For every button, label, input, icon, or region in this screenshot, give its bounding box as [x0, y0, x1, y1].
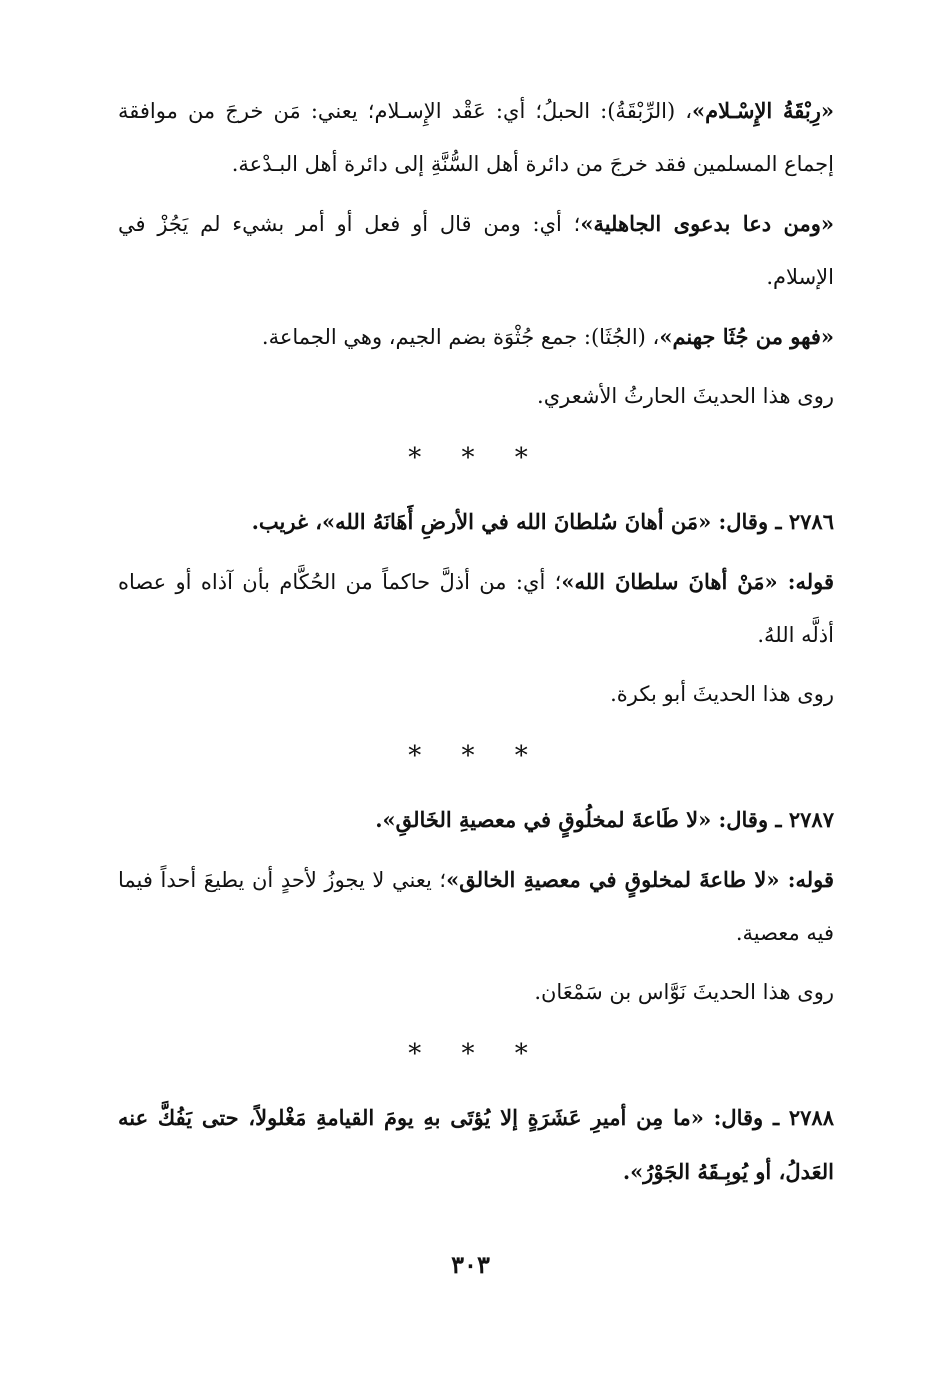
bold-text-run: قوله: «لا طاعةَ لمخلوقٍ في معصيةِ الخالق» [446, 867, 834, 892]
text-run: ، (الرِّبْقَةُ): الحبلُ؛ أي: عَقْد الإِسـلام؛ يعني: مَن خرجَ من موافقة إجماع المسلمين فقد خرجَ من دائرة أهل السُّنَّةِ إلى دائرة أهل البـدْعة. [118, 99, 834, 176]
section-separator: * * * [408, 1039, 544, 1069]
paragraph [118, 793, 834, 847]
page-number: ٣٠٣ [451, 1250, 490, 1279]
text-run: ؛ أي: ومن قال أو فعل أو أمر بشيء لم يَجُزْ في الإسلام. [118, 212, 834, 289]
section-separator: * * * [408, 443, 544, 473]
bold-text-run: ٢٧٨٦ ـ وقال: «مَن أهانَ سُلطانَ الله في الأرضِ أَهَانَهُ الله»، غريب. [251, 509, 834, 534]
bold-text-run: «فهو من جُثَا جهنم» [659, 324, 834, 349]
paragraph [118, 668, 834, 721]
paragraph [118, 495, 834, 549]
text-run: روى هذا الحديثَ أبو بكرة. [610, 682, 834, 706]
bold-text-run: «ومن دعا بدعوى الجاهلية» [580, 211, 834, 236]
paragraph [118, 555, 834, 662]
page-body [118, 78, 834, 1199]
bold-text-run: ٢٧٨٧ ـ وقال: «لا طَاعةَ لمخلُوقٍ في معصيةِ الخَالقِ». [375, 807, 834, 832]
text-run: ، (الجُثَا): جمع جُثْوَة بضم الجيم، وهي الجماعة. [261, 325, 660, 349]
section-separator: * * * [408, 741, 544, 771]
bold-text-run: قوله: «مَنْ أهانَ سلطانَ الله» [561, 569, 834, 594]
paragraph [118, 370, 834, 423]
bold-text-run: ٢٧٨٨ ـ وقال: «ما مِن أميرِ عَشَرَةٍ إلا يُؤتَى بهِ يومَ القيامةِ مَغْلولاً، حتى يَفُكَّ عنه العَدلُ، أو يُوبِـقَهُ الجَوْرُ». [118, 1105, 834, 1184]
paragraph [118, 310, 834, 364]
paragraph [118, 853, 834, 960]
text-run: ؛ يعني لا يجوزُ لأحدٍ أن يطيعَ أحداً فيما فيه معصية. [118, 868, 834, 945]
text-run: ؛ أي: من أذلَّ حاكماً من الحُكَّام بأن آذاه أو عصاه أذلَّه اللهُ. [118, 570, 834, 647]
text-run: روى هذا الحديثَ نَوَّاس بن سَمْعَان. [534, 980, 834, 1004]
paragraph [118, 966, 834, 1019]
paragraph [118, 84, 834, 191]
paragraph [118, 1091, 834, 1199]
bold-text-run: «رِبْقَةُ الإِسْـلام» [692, 98, 834, 123]
text-run: روى هذا الحديثَ الحارثُ الأشعري. [537, 384, 834, 408]
paragraph [118, 197, 834, 304]
